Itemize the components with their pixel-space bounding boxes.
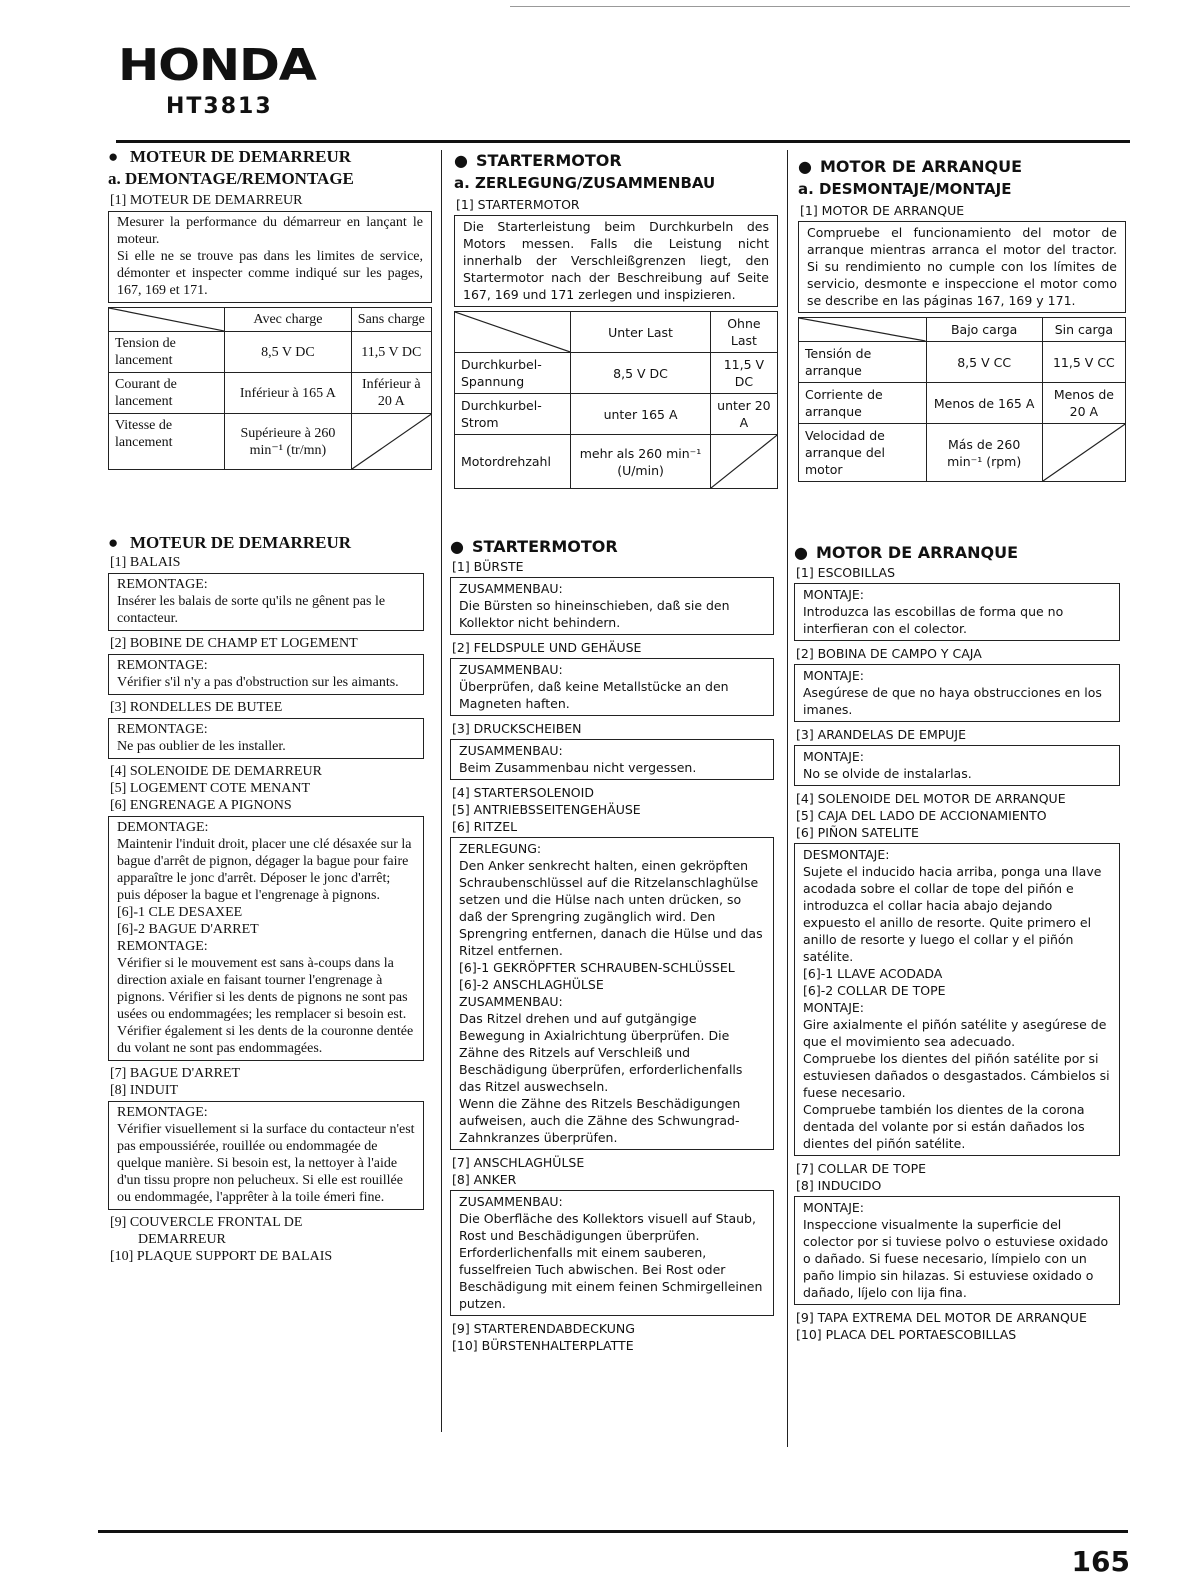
- list-item: [2] BOBINA DE CAMPO Y CAJA: [796, 646, 982, 661]
- sub-item: [6]-1 CLE DESAXEE: [117, 905, 243, 920]
- empty-header-cell: [109, 308, 225, 332]
- column-french: [108, 146, 432, 470]
- table-cell: mehr als 260 min⁻¹ (U/min): [571, 435, 711, 489]
- sub-item: [6]-2 ANSCHLAGHÜLSE: [459, 977, 604, 992]
- instruction-box: Compruebe el funcionamiento del motor de arranque mientras arranca el motor del tractor. Si su rendimiento no cumple con los límites de servicio, desmonte e inspeccione el motor como se describe en las páginas 167, 169 y 171.: [798, 221, 1126, 313]
- column-header: Sin carga: [1042, 318, 1125, 342]
- table-cell: 11,5 V DC: [351, 332, 431, 373]
- note-text: Vérifier s'il n'y a pas d'obstruction sur les aimants.: [117, 675, 399, 690]
- column-german: [454, 150, 778, 489]
- table-cell: 8,5 V CC: [926, 342, 1042, 383]
- list-item-continued: DEMARREUR: [138, 1232, 226, 1247]
- note-label: MONTAJE:: [803, 749, 864, 764]
- section-heading: ● MOTEUR DE DEMARREUR: [108, 147, 351, 166]
- list-item: [10] PLACA DEL PORTAESCOBILLAS: [796, 1327, 1017, 1342]
- note-label: MONTAJE:: [803, 587, 864, 602]
- top-hairline: [510, 6, 1130, 7]
- spec-table: [454, 311, 778, 489]
- note-label: REMONTAGE:: [117, 577, 208, 592]
- empty-cell: [710, 435, 777, 489]
- sub-item: [6]-2 COLLAR DE TOPE: [803, 983, 946, 998]
- column-spanish-parts: [794, 542, 1120, 1343]
- list-item: [10] BÜRSTENHALTERPLATTE: [452, 1338, 634, 1353]
- note-box: [450, 1190, 774, 1316]
- note-text: Vérifier visuellement si la surface du contacteur n'est pas empoussiérée, rouillée ou endommagée de quelque manière. Si besoin est, la nettoyer à l'aide d'un tissu propre non pelucheux. Si elle est rouillée ou endommagée, l'apprêter à la toile émeri fine.: [117, 1122, 415, 1205]
- note-label: ZUSAMMENBAU:: [459, 1194, 563, 1209]
- section-subheading: a. ZERLEGUNG/ZUSAMMENBAU: [454, 174, 716, 192]
- table-cell: Inférieur à 165 A: [225, 373, 351, 414]
- note-label: ZUSAMMENBAU:: [459, 743, 563, 758]
- table-cell: Supérieure à 260 min⁻¹ (tr/mn): [225, 414, 351, 470]
- note-label: MONTAJE:: [803, 1000, 864, 1015]
- note-text: Die Oberfläche des Kollektors visuell auf Staub, Rost und Beschädigungen überprüfen. Erforderlichenfalls mit einem sauberen, fusselfreien Tuch abwischen. Bei Rost oder Beschädigung mit einem feinen Schmirgelleinen putzen.: [459, 1211, 763, 1311]
- table-cell: 8,5 V DC: [571, 353, 711, 394]
- section-heading: ● MOTOR DE ARRANQUE: [794, 543, 1019, 562]
- row-label: Tensión de arranque: [799, 342, 927, 383]
- instruction-box: Mesurer la performance du démarreur en lançant le moteur. Si elle ne se trouve pas dans les limites de service, démonter et inspecter comme indiqué sur les pages, 167, 169 et 171.: [108, 211, 432, 303]
- list-item: [10] PLAQUE SUPPORT DE BALAIS: [110, 1249, 333, 1264]
- model-number: HT3813: [166, 94, 273, 119]
- row-label: Durchkurbel-Strom: [455, 394, 571, 435]
- note-text: Sujete el inducido hacia arriba, ponga una llave acodada sobre el collar de tope del piñón e introduzca el collar hacia abajo dejando expuesto el anillo de resorte. Quite primero el anillo de resorte y luego el collar y el piñón satélite.: [803, 864, 1102, 964]
- list-item: [8] INDUCIDO: [796, 1178, 882, 1193]
- note-box: [108, 573, 424, 631]
- table-cell: Más de 260 min⁻¹ (rpm): [926, 424, 1042, 482]
- note-text: Ne pas oublier de les installer.: [117, 739, 286, 754]
- spec-table: [108, 307, 432, 470]
- list-item: [3] DRUCKSCHEIBEN: [452, 721, 582, 736]
- row-label: Courant de lancement: [109, 373, 225, 414]
- empty-cell: [351, 414, 431, 470]
- note-label: REMONTAGE:: [117, 722, 208, 737]
- note-box: [450, 658, 774, 716]
- note-text: Überprüfen, daß keine Metallstücke an den Magneten haften.: [459, 679, 729, 711]
- list-item: [7] COLLAR DE TOPE: [796, 1161, 927, 1176]
- column-header: Unter Last: [571, 312, 711, 353]
- list-item: [2] FELDSPULE UND GEHÄUSE: [452, 640, 642, 655]
- list-item: [1] BALAIS: [110, 555, 181, 570]
- list-item: [1] MOTEUR DE DEMARREUR: [110, 193, 303, 208]
- section-heading: ● STARTERMOTOR: [450, 537, 618, 556]
- note-text: Die Bürsten so hineinschieben, daß sie den Kollektor nicht behindern.: [459, 598, 730, 630]
- empty-header-cell: [455, 312, 571, 353]
- list-item: [8] INDUIT: [110, 1083, 179, 1098]
- note-box: [108, 816, 424, 1061]
- note-text: Gire axialmente el piñón satélite y asegúrese de que el movimiento sea adecuado. Compruebe los dientes del piñón satélite por si estuviesen dañados o desgastados. Cámbielos si fuese necesario. Compruebe también los dientes de la corona dentada del volante por si están dañados los dientes del piñón satélite.: [803, 1017, 1110, 1151]
- list-item: [3] RONDELLES DE BUTEE: [110, 700, 283, 715]
- list-item: [1] BÜRSTE: [452, 559, 524, 574]
- list-item: [4] SOLENOIDE DEL MOTOR DE ARRANQUE: [796, 791, 1066, 806]
- spec-table: [798, 317, 1126, 482]
- empty-cell: [1042, 424, 1125, 482]
- list-item: [9] STARTERENDABDECKUNG: [452, 1321, 635, 1336]
- column-french-parts: [108, 532, 424, 1265]
- column-header: Avec charge: [225, 308, 351, 332]
- note-label: REMONTAGE:: [117, 1105, 208, 1120]
- list-item: [8] ANKER: [452, 1172, 517, 1187]
- sub-item: [6]-1 GEKRÖPFTER SCHRAUBEN-SCHLÜSSEL: [459, 960, 735, 975]
- instruction-box: Die Starterleistung beim Durchkurbeln des Motors messen. Falls die Leistung nicht innerhalb der Verschleißgrenzen liegt, den Startermotor nach der Beschreibung auf Seite 167, 169 und 171 zerlegen und inspizieren.: [454, 215, 778, 307]
- note-box: [794, 745, 1120, 786]
- column-spanish: [798, 156, 1126, 482]
- honda-logo: HONDA: [118, 40, 316, 91]
- note-text: Introduzca las escobillas de forma que no interfieran con el colector.: [803, 604, 1064, 636]
- column-divider: [441, 150, 442, 1432]
- section-heading: ● STARTERMOTOR: [454, 151, 622, 170]
- note-box: [108, 654, 424, 695]
- column-german-parts: [450, 536, 774, 1354]
- list-item: [9] TAPA EXTREMA DEL MOTOR DE ARRANQUE: [796, 1310, 1087, 1325]
- list-item: [5] CAJA DEL LADO DE ACCIONAMIENTO: [796, 808, 1047, 823]
- table-cell: unter 165 A: [571, 394, 711, 435]
- note-label: MONTAJE:: [803, 668, 864, 683]
- list-item: [4] SOLENOIDE DE DEMARREUR: [110, 764, 322, 779]
- note-text: Das Ritzel drehen und auf gutgängige Bewegung in Axialrichtung überprüfen. Die Zähne des Ritzels auf Verschleiß und Beschädigung überprüfen, erforderlichenfalls das Ritzel auswechseln. Wenn die Zähne des Ritzels Beschädigungen aufweisen, auch die Zähne des Schwungrad-Zahnkranzes überprüfen.: [459, 1011, 743, 1145]
- column-header: Sans charge: [351, 308, 431, 332]
- footer-rule: [98, 1530, 1128, 1533]
- note-label: ZUSAMMENBAU:: [459, 662, 563, 677]
- row-label: Velocidad de arranque del motor: [799, 424, 927, 482]
- note-text: No se olvide de instalarlas.: [803, 766, 972, 781]
- note-label: REMONTAGE:: [117, 939, 208, 954]
- list-item: [6] ENGRENAGE A PIGNONS: [110, 798, 292, 813]
- empty-header-cell: [799, 318, 927, 342]
- note-text: Den Anker senkrecht halten, einen gekröpften Schraubenschlüssel auf die Ritzelanschlaghülse setzen und die Hülse nach unten drücken, so daß der Sprengring zugänglich wird. Den Sprengring entfernen, danach die Hülse und das Ritzel entfernen.: [459, 858, 763, 958]
- table-cell: 8,5 V DC: [225, 332, 351, 373]
- list-item: [7] BAGUE D'ARRET: [110, 1066, 241, 1081]
- column-header: Bajo carga: [926, 318, 1042, 342]
- list-item: [7] ANSCHLAGHÜLSE: [452, 1155, 585, 1170]
- list-item: [9] COUVERCLE FRONTAL DE: [110, 1215, 303, 1230]
- table-cell: unter 20 A: [710, 394, 777, 435]
- list-item: [6] RITZEL: [452, 819, 518, 834]
- row-label: Durchkurbel-Spannung: [455, 353, 571, 394]
- row-label: Vitesse de lancement: [109, 414, 225, 470]
- table-cell: 11,5 V DC: [710, 353, 777, 394]
- list-item: [6] PIÑON SATELITE: [796, 825, 919, 840]
- list-item: [5] LOGEMENT COTE MENANT: [110, 781, 310, 796]
- note-box: [794, 843, 1120, 1156]
- sub-item: [6]-1 LLAVE ACODADA: [803, 966, 943, 981]
- note-text: Maintenir l'induit droit, placer une clé désaxée sur la bague d'arrêt de pignon, dégager la bague pour faire apparaître le jonc d'arrêt. Déposer le jonc d'arrêt; puis déposer la bague et l'engrenage à pignons.: [117, 837, 412, 903]
- note-text: Beim Zusammenbau nicht vergessen.: [459, 760, 697, 775]
- table-cell: Menos de 20 A: [1042, 383, 1125, 424]
- list-item: [5] ANTRIEBSSEITENGEHÄUSE: [452, 802, 641, 817]
- table-cell: Menos de 165 A: [926, 383, 1042, 424]
- list-item: [4] STARTERSOLENOID: [452, 785, 594, 800]
- note-box: [794, 664, 1120, 722]
- note-text: Insérer les balais de sorte qu'ils ne gênent pas le contacteur.: [117, 594, 386, 626]
- section-heading: ● MOTOR DE ARRANQUE: [798, 157, 1023, 176]
- column-header: Ohne Last: [710, 312, 777, 353]
- list-item: [1] ESCOBILLAS: [796, 565, 896, 580]
- note-label: ZUSAMMENBAU:: [459, 994, 563, 1009]
- note-box: [450, 837, 774, 1150]
- note-box: [794, 1196, 1120, 1305]
- column-divider: [787, 150, 788, 1447]
- note-label: DEMONTAGE:: [117, 820, 209, 835]
- list-item: [1] STARTERMOTOR: [456, 197, 580, 212]
- sub-item: [6]-2 BAGUE D'ARRET: [117, 922, 259, 937]
- section-heading: ● MOTEUR DE DEMARREUR: [108, 533, 351, 552]
- note-label: DESMONTAJE:: [803, 847, 890, 862]
- note-text: Asegúrese de que no haya obstrucciones en los imanes.: [803, 685, 1102, 717]
- table-cell: 11,5 V CC: [1042, 342, 1125, 383]
- section-subheading: a. DESMONTAJE/MONTAJE: [798, 180, 1012, 198]
- note-label: ZERLEGUNG:: [459, 841, 542, 856]
- note-box: [450, 739, 774, 780]
- note-box: [450, 577, 774, 635]
- list-item: [1] MOTOR DE ARRANQUE: [800, 203, 965, 218]
- note-label: MONTAJE:: [803, 1200, 864, 1215]
- row-label: Motordrehzahl: [455, 435, 571, 489]
- table-cell: Inférieur à 20 A: [351, 373, 431, 414]
- note-box: [108, 718, 424, 759]
- header-rule: [116, 140, 1130, 143]
- row-label: Corriente de arranque: [799, 383, 927, 424]
- note-box: [794, 583, 1120, 641]
- section-subheading: a. DEMONTAGE/REMONTAGE: [108, 169, 354, 188]
- note-box: [108, 1101, 424, 1210]
- note-label: REMONTAGE:: [117, 658, 208, 673]
- list-item: [3] ARANDELAS DE EMPUJE: [796, 727, 966, 742]
- row-label: Tension de lancement: [109, 332, 225, 373]
- note-text: Inspeccione visualmente la superficie del colector por si tuviese polvo o estuviese oxidado o dañado. Si fuese necesario, límpielo con un paño limpio sin hilazas. Si estuviese oxidado o dañado, líjelo con lija fina.: [803, 1217, 1109, 1300]
- note-label: ZUSAMMENBAU:: [459, 581, 563, 596]
- page-number: 165: [1071, 1545, 1130, 1578]
- note-text: Vérifier si le mouvement est sans à-coups dans la direction axiale en faisant tourner l'engrenage à pignons. Vérifier si les dents de pignons ne sont pas usées ou endommagées; les remplacer si besoin est. Vérifier également si les dents de la couronne dentée du volant ne sont pas endommagées.: [117, 956, 414, 1056]
- list-item: [2] BOBINE DE CHAMP ET LOGEMENT: [110, 636, 358, 651]
